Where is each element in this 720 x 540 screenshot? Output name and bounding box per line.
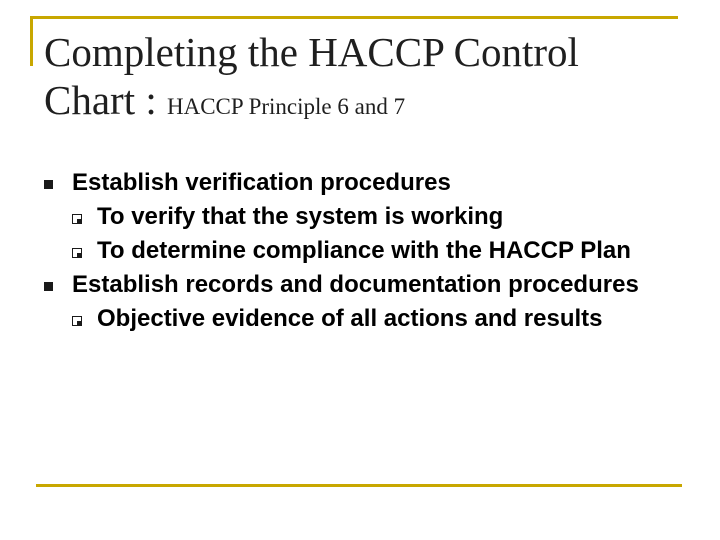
checkbox-bullet-icon bbox=[72, 316, 82, 326]
bullet-list bbox=[44, 166, 684, 336]
bottom-rule bbox=[36, 484, 682, 487]
slide-title bbox=[44, 28, 684, 131]
bullet-text: Establish records and documentation procedures bbox=[72, 271, 639, 298]
checkbox-bullet-icon bbox=[72, 214, 82, 224]
top-rule bbox=[30, 16, 678, 19]
sub-bullet-text: To verify that the system is working bbox=[97, 203, 504, 230]
sub-bullet-item bbox=[44, 234, 684, 268]
sub-bullet-item bbox=[44, 302, 684, 336]
sub-bullet-text: To determine compliance with the HACCP Plan bbox=[97, 237, 631, 264]
bullet-item bbox=[44, 268, 684, 302]
title-subtitle: HACCP Principle 6 and 7 bbox=[166, 94, 406, 119]
checkbox-bullet-icon bbox=[72, 248, 82, 258]
title-main: Chart : bbox=[44, 77, 167, 123]
square-bullet-icon bbox=[44, 282, 53, 291]
left-rule bbox=[30, 16, 33, 66]
title-line-1: Completing the HACCP Control bbox=[44, 29, 579, 75]
square-bullet-icon bbox=[44, 180, 53, 189]
sub-bullet-item bbox=[44, 200, 684, 234]
sub-bullet-text: Objective evidence of all actions and results bbox=[97, 305, 603, 332]
bullet-item bbox=[44, 166, 684, 200]
bullet-text: Establish verification procedures bbox=[72, 169, 451, 196]
title-line-2 bbox=[44, 76, 684, 131]
